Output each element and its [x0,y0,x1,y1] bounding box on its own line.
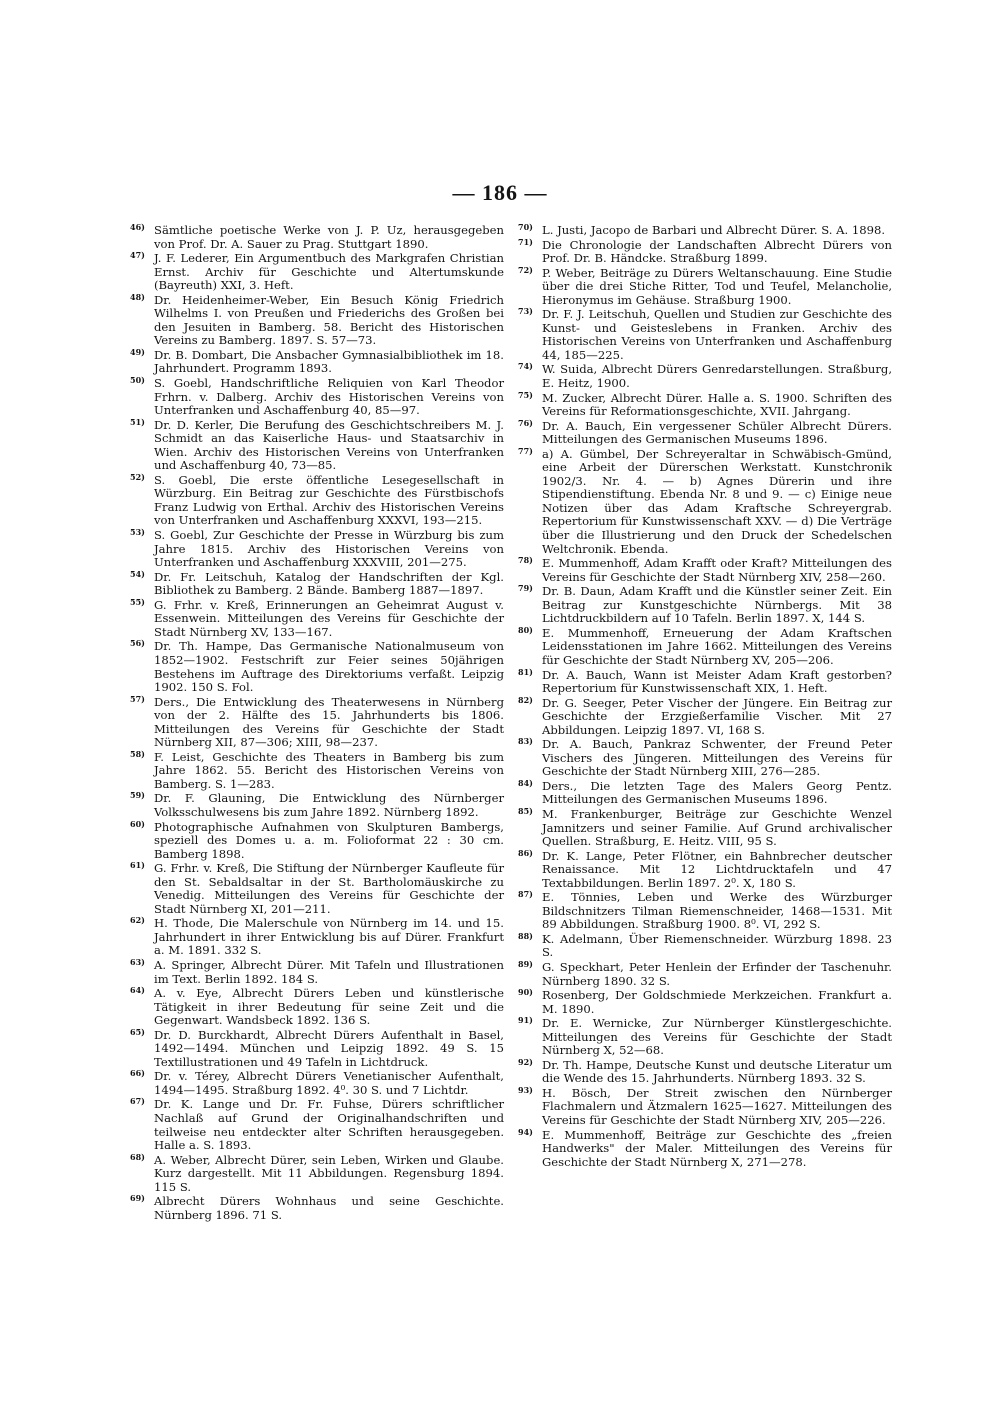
bibliography-entry [130,748,504,792]
bibliography-entry [518,236,892,266]
entry-text: Dr. F. J. Leitschuh, Quellen und Studien zur Geschichte des Kunst- und Geisteslebens in Franken. Archiv des Historischen Vereins von Unterfranken und Aschaffenburg 44, 185—225. [542,307,892,362]
bibliography-entry [130,985,504,1028]
footnote-number: 57) [130,693,145,704]
bibliography-entry [518,736,892,779]
bibliography-entry [130,1068,504,1097]
bibliography-entry [130,222,504,251]
footnote-number: 71) [518,236,533,247]
footnote-number: 85) [518,805,533,816]
entry-text: Dr. K. Lange, Peter Flötner, ein Bahnbrecher deutscher Renaissance. Mit 12 Lichtdrucktafeln und 47 Textabbildungen. Berlin 1897. 2⁰. X, 180 S. [542,848,892,890]
bibliography-entry [130,818,504,862]
footnote-number: 76) [518,417,533,428]
bibliography-entry [518,445,892,556]
footnote-number: 47) [130,250,145,261]
entry-text: Dr. A. Bauch, Ein vergessener Schüler Albrecht Dürers. Mitteilungen des Germanischen Museums 1896. [542,418,892,447]
entry-text: a) A. Gümbel, Der Schreyeraltar in Schwäbisch-Gmünd, eine Arbeit der Dürerschen Werkstatt. Kunstchronik 1902/3. Nr. 4. — b) Agnes Dürerin und ihre Stipendienstiftung. Ebenda Nr. 8 und 9. — c) Einige neue Notizen über das Adam Kraftsche Schreyergrab. Repertorium für Kunstwissenschaft XXV. — d) Die Verträge über die Illustrierung und den Druck der Schedelschen Weltchronik. Ebenda. [542,446,892,556]
footnote-number: 56) [130,638,145,649]
entry-text: Dr. A. Bauch, Wann ist Meister Adam Kraft gestorben? Repertorium für Kunstwissenschaft XIX, 1. Heft. [542,667,892,696]
entry-text: H. Thode, Die Malerschule von Nürnberg im 14. und 15. Jahrhundert in ihrer Entwicklung bis auf Dürer. Frankfurt a. M. 1891. 332 S. [154,916,504,958]
footnote-number: 75) [518,389,533,400]
bibliography-entry [518,306,892,362]
bibliography-entry [518,1015,892,1058]
footnote-number: 55) [130,596,145,607]
entry-text: Photographische Aufnahmen von Skulpturen Bambergs, speziell des Domes u. a. m. Folioformat 22 : 30 cm. Bamberg 1898. [154,819,504,861]
footnote-number: 82) [518,694,533,705]
footnote-number: 74) [518,361,533,372]
entry-text: Dr. D. Burckhardt, Albrecht Dürers Aufenthalt in Basel, 1492—1494. München und Leipzig 1892. 49 S. 15 Textillustrationen und 49 Tafeln in Lichtdruck. [154,1027,504,1069]
footnote-number: 68) [130,1151,145,1162]
footnote-number: 53) [130,527,145,538]
bibliography-entry [130,375,504,418]
bibliography-entry [518,222,892,238]
bibliography-entry [518,958,892,988]
bibliography-entry [518,361,892,391]
entry-text: M. Frankenburger, Beiträge zur Geschichte Wenzel Jamnitzers und seiner Familie. Auf Grund archivalischer Quellen. Straßburg, E. Heitz. VIII, 95 S. [542,806,892,849]
footnote-number: 73) [518,306,533,317]
footnote-number: 54) [130,568,145,579]
footnote-number: 62) [130,915,145,926]
entry-text: Dr. Th. Hampe, Das Germanische Nationalmuseum von 1852—1902. Festschrift zur Feier seines 50jährigen Bestehens im Auftrage des Direktoriums verfaßt. Leipzig 1902. 150 S. Fol. [154,639,504,695]
footnote-number: 50) [130,375,145,386]
entry-text: E. Mummenhoff, Beiträge zur Geschichte des „freien Handwerks" der Maler. Mitteilungen des Vereins für Geschichte der Stadt Nürnberg X, 271—278. [542,1127,892,1169]
footnote-number: 89) [518,958,533,969]
footnote-number: 70) [518,222,533,232]
footnote-number: 63) [130,956,145,967]
footnote-number: 61) [130,860,145,871]
footnote-number: 65) [130,1026,145,1037]
entry-text: Dr. Fr. Leitschuh, Katalog der Handschriften der Kgl. Bibliothek zu Bamberg. 2 Bände. Bamberg 1887—1897. [154,569,504,598]
footnote-number: 81) [518,666,533,677]
entry-text: G. Frhr. v. Kreß, Erinnerungen an Geheimrat August v. Essenwein. Mitteilungen des Vereins für Geschichte der Stadt Nürnberg XV, 133—167. [154,597,504,639]
entry-text: L. Justi, Jacopo de Barbari und Albrecht Dürer. S. A. 1898. [542,223,886,237]
footnote-number: 91) [518,1015,533,1026]
footnote-number: 93) [518,1084,533,1095]
entry-text: A. Springer, Albrecht Dürer. Mit Tafeln und Illustrationen im Text. Berlin 1892. 184 S. [154,957,504,986]
entry-text: Dr. Th. Hampe, Deutsche Kunst und deutsche Literatur um die Wende des 15. Jahrhunderts. Nürnberg 1893. 32 S. [542,1057,892,1086]
footnote-number: 90) [518,987,533,998]
entry-text: Dr. B. Daun, Adam Krafft und die Künstler seiner Zeit. Ein Beitrag zur Kunstgeschichte Nürnbergs. Mit 38 Lichtdruckbildern auf 10 Tafeln. Berlin 1897. X, 144 S. [542,584,892,626]
bibliography-entry [130,1026,504,1070]
entry-text: Die Chronologie der Landschaften Albrecht Dürers von Prof. Dr. B. Händcke. Straßburg 1899. [542,237,892,266]
bibliography-entry [130,250,504,293]
footnote-number: 64) [130,985,145,996]
entry-text: Dr. v. Térey, Albrecht Dürers Venetianischer Aufenthalt, 1494—1495. Straßburg 1892. 4⁰. 30 S. und 7 Lichtdr. [154,1069,504,1097]
entry-text: Dr. B. Dombart, Die Ansbacher Gymnasialbibliothek im 18. Jahrhundert. Programm 1893. [154,347,504,376]
entry-text: W. Suida, Albrecht Dürers Genredarstellungen. Straßburg, E. Heitz, 1900. [542,362,892,391]
footnote-number: 83) [518,736,533,747]
footnote-number: 59) [130,790,145,801]
bibliography-entry [518,777,892,807]
entry-text: Dr. G. Seeger, Peter Vischer der Jüngere. Ein Beitrag zur Geschichte der Erzgießerfamilie Vischer. Mit 27 Abbildungen. Leipzig 1897. VI, 168 S. [542,695,892,737]
right-column [518,222,892,1170]
footnote-number: 72) [518,264,533,275]
entry-text: E. Tönnies, Leben und Werke des Würzburger Bildschnitzers Tilman Riemenschneider, 1468—1531. Mit 89 Abbildungen. Straßburg 1900. 8⁰. VI, 292 S. [542,890,892,932]
bibliography-entry [518,847,892,891]
bibliography-entry [130,638,504,695]
bibliography-entry [130,416,504,473]
entry-text: Ders., Die Entwicklung des Theaterwesens in Nürnberg von der 2. Hälfte des 15. Jahrhunderts bis 1806. Mitteilungen des Vereins für Geschichte der Stadt Nürnberg XII, 87—306; XIII, 98—237. [154,694,504,750]
footnote-number: 46) [130,222,145,232]
entry-text: Dr. E. Wernicke, Zur Nürnberger Künstlergeschichte. Mitteilungen des Vereins für Geschichte der Stadt Nürnberg X, 52—68. [542,1016,892,1058]
entry-text: Rosenberg, Der Goldschmiede Merkzeichen. Frankfurt a. M. 1890. [542,988,892,1016]
footnote-number: 84) [518,777,533,788]
bibliography-entry [518,694,892,738]
bibliography-entry [130,596,504,640]
entry-text: E. Mummenhoff, Erneuerung der Adam Kraftschen Leidensstationen im Jahre 1662. Mitteilungen des Vereins für Geschichte der Stadt Nürnberg XV, 205—206. [542,625,892,667]
entry-text: E. Mummenhoff, Adam Krafft oder Kraft? Mitteilungen des Vereins für Geschichte der Stadt Nürnberg XIV, 258—260. [542,556,892,584]
bibliography-entry [518,583,892,626]
footnote-number: 60) [130,818,145,829]
footnote-number: 51) [130,416,145,427]
entry-text: A. Weber, Albrecht Dürer, sein Leben, Wirken und Glaube. Kurz dargestellt. Mit 11 Abbildungen. Regensburg 1894. 115 S. [154,1152,504,1194]
left-column [130,222,504,1223]
bibliography-entry [130,790,504,819]
entry-text: Dr. Heidenheimer-Weber, Ein Besuch König Friedrich Wilhelms I. von Preußen und Friederichs des Großen bei den Jesuiten in Bamberg. 58. Bericht des Historischen Vereins zu Bamberg. 1897. S. 57—73. [154,292,504,348]
bibliography-entry [130,956,504,986]
entry-text: Albrecht Dürers Wohnhaus und seine Geschichte. Nürnberg 1896. 71 S. [154,1194,504,1222]
entry-text: P. Weber, Beiträge zu Dürers Weltanschauung. Eine Studie über die drei Stiche Ritter, Tod und Teufel, Melancholie, Hieronymus im Gehäuse. Straßburg 1900. [542,265,892,307]
bibliography-entry [518,1056,892,1086]
bibliography-entry [130,527,504,570]
bibliography-entry [518,805,892,849]
footnote-number: 92) [518,1056,533,1067]
footnote-number: 69) [130,1193,145,1204]
page-number: — 186 — [452,180,548,205]
footnote-number: 77) [518,445,533,456]
bibliography-entry [130,1151,504,1195]
entry-text: S. Goebl, Zur Geschichte der Presse in Würzburg bis zum Jahre 1815. Archiv des Historischen Vereins von Unterfranken und Aschaffenburg XXXVIII, 201—275. [154,528,504,570]
bibliography-entry [518,1084,892,1128]
footnote-number: 67) [130,1096,145,1107]
footnote-number: 88) [518,930,533,941]
entry-text: Ders., Die letzten Tage des Malers Georg Pentz. Mitteilungen des Germanischen Museums 1896. [542,778,892,807]
entry-text: G. Speckhart, Peter Henlein der Erfinder der Taschenuhr. Nürnberg 1890. 32 S. [542,959,892,988]
footnote-number: 87) [518,889,533,900]
bibliography-entry [518,930,892,960]
footnote-number: 94) [518,1126,533,1137]
bibliography-entry [130,1096,504,1153]
entry-text: A. v. Eye, Albrecht Dürers Leben und künstlerische Tätigkeit in ihrer Bedeutung für seine Zeit und die Gegenwart. Wandsbeck 1892. 136 S. [154,986,504,1028]
entry-text: S. Goebl, Die erste öffentliche Lesegesellschaft in Würzburg. Ein Beitrag zur Geschichte des Fürstbischofs Franz Ludwig von Erthal. Archiv des Historischen Vereins von Unterfranken und Aschaffenburg XXXVI, 193—215. [154,472,504,528]
bibliography-entry [518,987,892,1016]
footnote-number: 80) [518,624,533,635]
bibliography-entry [130,291,504,348]
bibliography-entry [130,860,504,916]
bibliography-entry [518,1126,892,1170]
entry-text: Dr. F. Glauning, Die Entwicklung des Nürnberger Volksschulwesens bis zum Jahre 1892. Nürnberg 1892. [154,791,504,819]
bibliography-entry [130,915,504,958]
bibliography-entry [518,624,892,668]
bibliography-entry [130,346,504,376]
footnote-number: 52) [130,471,145,482]
entry-text: S. Goebl, Handschriftliche Reliquien von Karl Theodor Frhrn. v. Dalberg. Archiv des Historischen Vereins von Unterfranken und Aschaffenburg 40, 85—97. [154,376,504,418]
bibliography-entry [518,389,892,419]
footnote-number: 58) [130,748,145,759]
footnote-number: 66) [130,1068,145,1079]
footnote-number: 49) [130,346,145,357]
footnote-number: 48) [130,291,145,302]
bibliography-entry [130,471,504,528]
entry-text: Dr. A. Bauch, Pankraz Schwenter, der Freund Peter Vischers des Jüngeren. Mitteilungen des Vereins für Geschichte der Stadt Nürnberg XIII, 276—285. [542,737,892,779]
footnote-number: 86) [518,847,533,858]
bibliography-entry [130,693,504,750]
bibliography-entry [518,555,892,584]
entry-text: Dr. D. Kerler, Die Berufung des Geschichtschreibers M. J. Schmidt an das Kaiserliche Haus- und Staatsarchiv in Wien. Archiv des Historischen Vereins von Unterfranken und Aschaffenburg 40, 73—85. [154,417,504,473]
entry-text: H. Bösch, Der Streit zwischen den Nürnberger Flachmalern und Ätzmalern 1625—1627. Mitteilungen des Vereins für Geschichte der Stadt Nürnberg XIV, 205—226. [542,1085,892,1127]
bibliography-entry [130,1193,504,1222]
entry-text: F. Leist, Geschichte des Theaters in Bamberg bis zum Jahre 1862. 55. Bericht des Historischen Vereins von Bamberg. S. 1—283. [154,749,504,791]
bibliography-entry [518,264,892,308]
bibliography-entry [518,417,892,447]
entry-text: M. Zucker, Albrecht Dürer. Halle a. S. 1900. Schriften des Vereins für Reformationsgeschichte, XVII. Jahrgang. [542,390,892,419]
entry-text: K. Adelmann, Über Riemenschneider. Würzburg 1898. 23 S. [542,931,892,960]
bibliography-entry [518,889,892,932]
footnote-number: 79) [518,583,533,594]
entry-text: Sämtliche poetische Werke von J. P. Uz, herausgegeben von Prof. Dr. A. Sauer zu Prag. Stuttgart 1890. [154,223,504,251]
bibliography-entry [518,666,892,696]
bibliography-entry [130,568,504,598]
entry-text: J. F. Lederer, Ein Argumentbuch des Markgrafen Christian Ernst. Archiv für Geschichte und Altertumskunde (Bayreuth) XXI, 3. Heft. [154,251,504,293]
entry-text: G. Frhr. v. Kreß, Die Stiftung der Nürnberger Kaufleute für den St. Sebaldsaltar in der St. Bartholomäuskirche zu Venedig. Mitteilungen des Vereins für Geschichte der Stadt Nürnberg XI, 201—211. [154,861,504,916]
entry-text: Dr. K. Lange und Dr. Fr. Fuhse, Dürers schriftlicher Nachlaß auf Grund der Originalhandschriften und teilweise neu entdeckter alter Schriften herausgegeben. Halle a. S. 1893. [154,1097,504,1153]
footnote-number: 78) [518,555,533,566]
